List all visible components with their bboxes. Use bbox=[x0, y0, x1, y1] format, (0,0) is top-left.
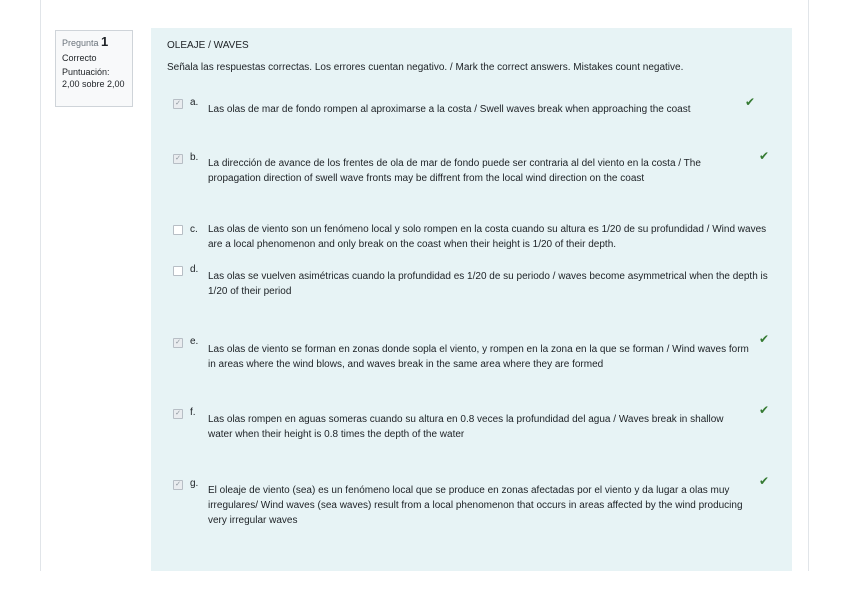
answer-checkbox-g[interactable]: ✓ bbox=[173, 480, 183, 490]
answer-checkbox-a[interactable]: ✓ bbox=[173, 99, 183, 109]
answer-letter-f: f. bbox=[190, 407, 196, 418]
answer-text-f: Las olas rompen en aguas someras cuando su altura en 0.8 veces la profundidad del agua / Waves break in shallow water when their height is 0.8 times the depth of the water bbox=[208, 414, 724, 440]
content-left-border bbox=[40, 0, 41, 571]
answer-letter-d: d. bbox=[190, 264, 199, 275]
answer-checkbox-e[interactable]: ✓ bbox=[173, 338, 183, 348]
answer-letter-g: g. bbox=[190, 478, 199, 489]
question-state: Correcto bbox=[62, 53, 97, 63]
answer-text-b: La dirección de avance de los frentes de ola de mar de fondo puede ser contraria al del viento en la costa / The propagation direction of swell wave fronts may be diffrent from the local wind direction on the coast bbox=[208, 158, 701, 184]
correct-icon-g: ✔ bbox=[759, 474, 770, 488]
question-prompt: Señala las respuestas correctas. Los errores cuentan negativo. / Mark the correct answers. Mistakes count negative. bbox=[167, 62, 684, 73]
answer-text-a: Las olas de mar de fondo rompen al aproximarse a la costa / Swell waves break when approaching the coast bbox=[208, 104, 691, 115]
correct-icon-f: ✔ bbox=[759, 403, 770, 417]
answer-letter-e: e. bbox=[190, 336, 199, 347]
answer-checkbox-c[interactable] bbox=[173, 225, 183, 235]
correct-icon-b: ✔ bbox=[759, 149, 770, 163]
answer-checkbox-d[interactable] bbox=[173, 266, 183, 276]
question-formulation bbox=[151, 28, 792, 571]
question-grade: Puntuación: 2,00 sobre 2,00 bbox=[62, 67, 125, 89]
question-title: OLEAJE / WAVES bbox=[167, 40, 249, 51]
answer-letter-c: c. bbox=[190, 224, 198, 235]
question-number: 1 bbox=[101, 34, 109, 49]
question-info-panel bbox=[55, 30, 133, 107]
answer-text-g: El oleaje de viento (sea) es un fenómeno local que se produce en zonas afectadas por el viento y da lugar a olas muy irregulares/ Wind waves (sea waves) result from a local phenomenon that occurs in areas affected by the wind producing very irregular waves bbox=[208, 485, 743, 526]
answer-checkbox-f[interactable]: ✓ bbox=[173, 409, 183, 419]
correct-icon-e: ✔ bbox=[759, 332, 770, 346]
correct-icon-a: ✔ bbox=[745, 95, 756, 109]
question-label: Pregunta bbox=[62, 38, 99, 48]
answer-letter-b: b. bbox=[190, 152, 199, 163]
answer-checkbox-b[interactable]: ✓ bbox=[173, 154, 183, 164]
answer-text-d: Las olas se vuelven asimétricas cuando la profundidad es 1/20 de su periodo / waves become asymmetrical when the depth is 1/20 of their period bbox=[208, 271, 768, 297]
answer-letter-a: a. bbox=[190, 97, 199, 108]
answer-text-c: Las olas de viento son un fenómeno local y solo rompen en la costa cuando su altura es 1/20 de su profundidad / Wind waves are a local phenomenon and only break on the coast when their height is 1/20 of their depth. bbox=[208, 224, 767, 250]
content-right-border bbox=[808, 0, 809, 571]
answer-text-e: Las olas de viento se forman en zonas donde sopla el viento, y rompen en la zona en la que se forman / Wind waves form in areas where the wind blows, and waves break in the same area where they are formed bbox=[208, 344, 749, 370]
